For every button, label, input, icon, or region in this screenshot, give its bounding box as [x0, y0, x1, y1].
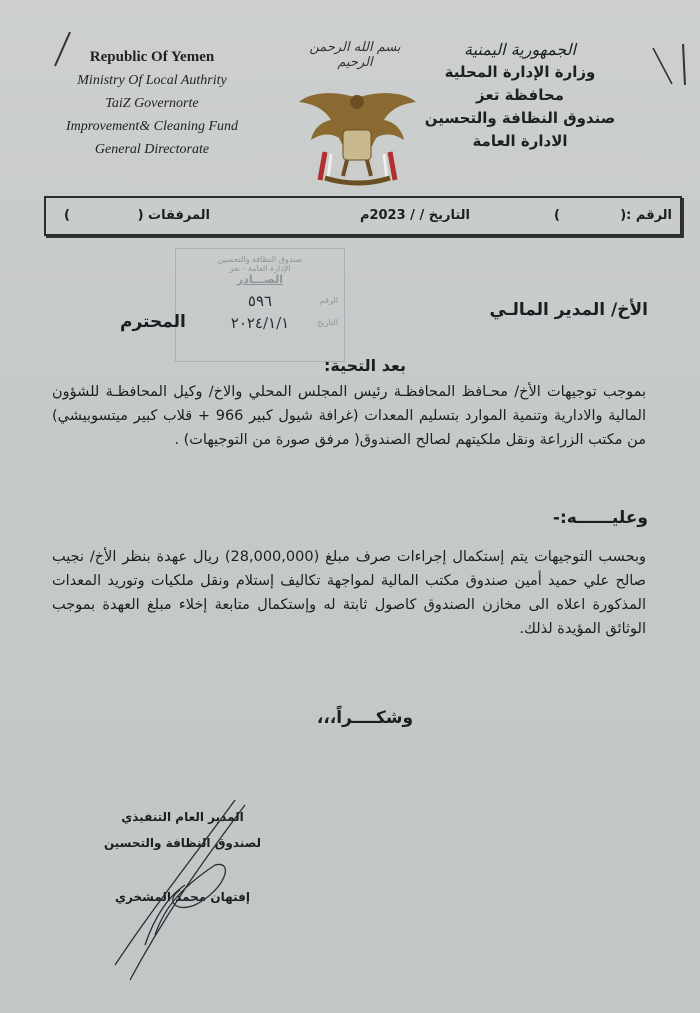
signatory-title: المدير العام التنفيذي: [121, 810, 244, 824]
stamp-number-label: الرقم: [319, 296, 338, 305]
signatory-name: إفتهان محمد المشخري: [115, 890, 250, 904]
reference-number-close: ): [554, 208, 560, 223]
header-english: [22, 46, 282, 161]
therefore-heading: وعليــــــه:-: [552, 508, 648, 528]
stamp-line3: الصـــادر: [236, 273, 284, 286]
attachments-close: ): [64, 208, 70, 223]
outgoing-stamp: [175, 248, 345, 362]
fund-en: Improvement& Cleaning Fund: [65, 119, 239, 134]
yemen-eagle-emblem-icon: [295, 80, 420, 190]
stamp-number-value: ٥٩٦: [247, 292, 273, 310]
honorific: المحترم: [120, 312, 186, 332]
signatory-org: لصندوق النظافة والتحسين: [103, 836, 262, 850]
reference-date: التاريخ / / 2023م: [359, 208, 470, 223]
basmala: بسم الله الرحمن الرحيم: [309, 40, 401, 70]
thanks: وشكــــراً،،،: [316, 708, 414, 728]
pen-mark: [650, 40, 690, 90]
directorate-en: General Directorate: [94, 142, 210, 157]
stamp-date-label: التاريخ: [317, 318, 338, 327]
stamp-line2: الإدارة العامة - تعز: [229, 264, 291, 273]
reference-number-label: الرقم :(: [620, 208, 672, 223]
attachments-label: المرفقات (: [137, 208, 210, 223]
ministry-en: Ministry Of Local Authrity: [77, 73, 227, 88]
greeting: بعد التحية:: [323, 356, 407, 375]
governorate-ar: محافظة تعز: [476, 86, 564, 104]
handwritten-signature: [85, 795, 255, 990]
directorate-ar: الادارة العامة: [472, 132, 568, 150]
paragraph-instruction: وبحسب التوجيهات يتم إستكمال إجراءات صرف مبلغ (28,000,000) ريال عهدة بنظر الأخ/ نجيب صالح علي حميد أمين صندوق مكتب المالية لمواجهة تكاليف إستلام ونقل ملكيات وتوريد المعدات المذكورة اعلاه الى مخازن الصندوق كاصول ثابتة له وإستكمال متابعة إخلاء مبلغ العهدة بموجب الوثائق المؤيدة لذلك.: [52, 549, 646, 637]
ministry-ar: وزارة الإدارة المحلية: [444, 63, 596, 81]
governorate-en: TaiZ Governorte: [105, 96, 199, 111]
addressee: الأخ/ المدير المالـي: [489, 300, 648, 320]
country-en: Republic Of Yemen: [89, 49, 215, 65]
stamp-date-value: ٢٠٢٤/١/١: [230, 314, 290, 332]
reference-bar: [44, 196, 682, 236]
paragraph-directive: بموجب توجيهات الأخ/ محـافظ المحافظـة رئيس المجلس المحلي والاخ/ وكيل المحافظـة للشؤون المالية والادارية وتنمية الموارد بتسليم المعدات (غرافة شيول كبير 966 + قلاب كبير ميتسوبيشي) من مكتب الزراعة ونقل ملكيتهم لصالح الصندوق( مرفق صورة من التوجيهات) .: [52, 384, 646, 448]
header-arabic: [390, 38, 650, 153]
fund-ar: صندوق النظافة والتحسين: [424, 109, 616, 127]
stamp-line1: صندوق النظافة والتحسين: [217, 255, 303, 264]
country-ar: الجمهورية اليمنية: [463, 40, 576, 59]
